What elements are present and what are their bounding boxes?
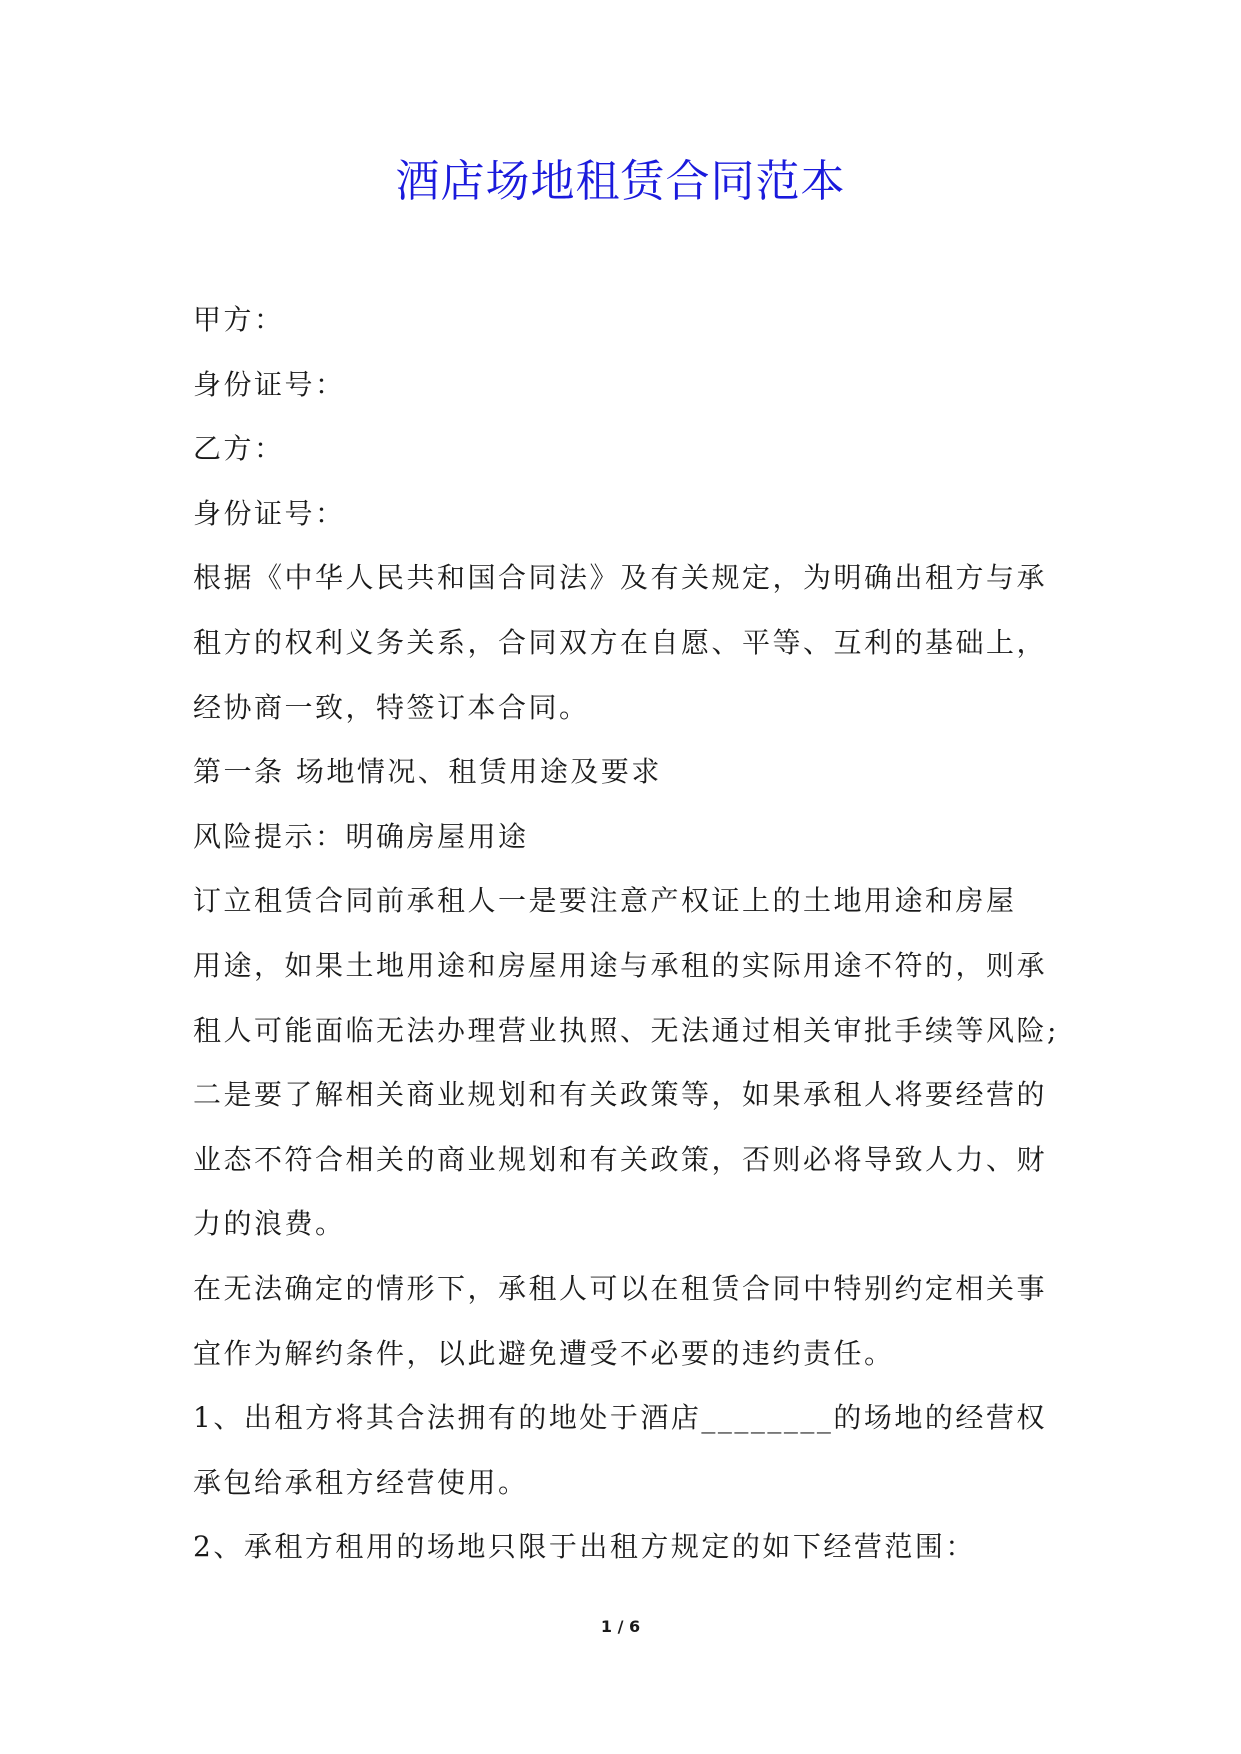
party-b-line: 乙方： <box>193 432 285 466</box>
page-number: 1 / 6 <box>600 1617 641 1636</box>
article-heading: 第一条 场地情况、租赁用途及要求 <box>193 755 662 789</box>
party-a-line: 甲方： <box>193 303 285 336</box>
clause-line: 2、承租方租用的场地只限于出租方规定的如下经营范围： <box>193 1530 976 1564</box>
document-title: 酒店场地租赁合同范本 <box>395 156 846 207</box>
party-b-id-line: 身份证号： <box>193 496 346 530</box>
risk-tip-heading: 风险提示：明确房屋用途 <box>193 819 529 853</box>
paragraph-line: 业态不符合相关的商业规划和有关政策，否则必将导致人力、财 <box>193 1142 1048 1176</box>
preamble-line: 经协商一致，特签订本合同。 <box>193 690 590 724</box>
clause-line: 承包给承租方经营使用。 <box>193 1465 529 1499</box>
document-body <box>193 288 1073 1580</box>
paragraph-line: 宜作为解约条件，以此避免遭受不必要的违约责任。 <box>193 1336 895 1370</box>
paragraph-line: 在无法确定的情形下，承租人可以在租赁合同中特别约定相关事 <box>193 1271 1048 1305</box>
paragraph-line: 力的浪费。 <box>193 1207 346 1241</box>
paragraph-line: 租人可能面临无法办理营业执照、无法通过相关审批手续等风险; <box>193 1013 1059 1047</box>
paragraph-line: 订立租赁合同前承租人一是要注意产权证上的土地用途和房屋 <box>193 884 1017 918</box>
paragraph-line: 用途，如果土地用途和房屋用途与承租的实际用途不符的，则承 <box>193 948 1048 982</box>
preamble-line: 租方的权利义务关系，合同双方在自愿、平等、互利的基础上， <box>193 625 1048 659</box>
paragraph-line: 二是要了解相关商业规划和有关政策等，如果承租人将要经营的 <box>193 1078 1048 1112</box>
clause-line: 1、出租方将其合法拥有的地处于酒店________的场地的经营权 <box>193 1401 1047 1435</box>
party-a-id-line: 身份证号： <box>193 367 346 401</box>
preamble-line: 根据《中华人民共和国合同法》及有关规定，为明确出租方与承 <box>193 561 1048 595</box>
